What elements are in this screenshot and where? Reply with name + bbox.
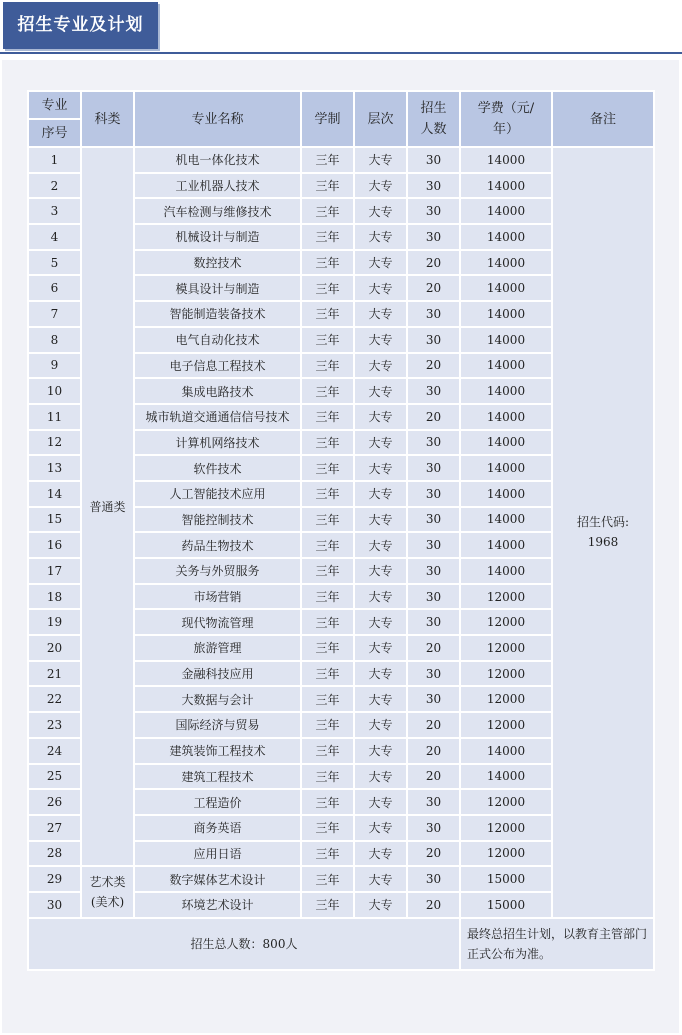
duration: 三年 xyxy=(301,250,354,276)
duration: 三年 xyxy=(301,609,354,635)
duration: 三年 xyxy=(301,430,354,456)
level: 大专 xyxy=(354,507,407,533)
row-index: 24 xyxy=(28,738,81,764)
row-index: 11 xyxy=(28,404,81,430)
major-name: 建筑装饰工程技术 xyxy=(134,738,301,764)
major-name: 现代物流管理 xyxy=(134,609,301,635)
level: 大专 xyxy=(354,224,407,250)
level: 大专 xyxy=(354,712,407,738)
duration: 三年 xyxy=(301,686,354,712)
tuition-fee: 12000 xyxy=(460,686,552,712)
duration: 三年 xyxy=(301,481,354,507)
header-quota: 招生人数 xyxy=(407,91,460,147)
header-level: 层次 xyxy=(354,91,407,147)
quota: 30 xyxy=(407,430,460,456)
level: 大专 xyxy=(354,327,407,353)
quota: 30 xyxy=(407,532,460,558)
quota: 20 xyxy=(407,712,460,738)
quota: 30 xyxy=(407,866,460,892)
table-footer-row xyxy=(28,918,654,970)
duration: 三年 xyxy=(301,198,354,224)
duration: 三年 xyxy=(301,507,354,533)
row-index: 28 xyxy=(28,841,81,867)
tuition-fee: 12000 xyxy=(460,789,552,815)
major-name: 市场营销 xyxy=(134,584,301,610)
tuition-fee: 14000 xyxy=(460,764,552,790)
tuition-fee: 15000 xyxy=(460,892,552,918)
level: 大专 xyxy=(354,198,407,224)
quota: 30 xyxy=(407,198,460,224)
major-name: 商务英语 xyxy=(134,815,301,841)
duration: 三年 xyxy=(301,764,354,790)
row-index: 29 xyxy=(28,866,81,892)
level: 大专 xyxy=(354,250,407,276)
content-panel xyxy=(2,60,679,1033)
row-index: 20 xyxy=(28,635,81,661)
total-enrollment: 招生总人数：800人 xyxy=(28,918,460,970)
tuition-fee: 14000 xyxy=(460,275,552,301)
row-index: 6 xyxy=(28,275,81,301)
row-index: 10 xyxy=(28,378,81,404)
row-index: 3 xyxy=(28,198,81,224)
major-name: 金融科技应用 xyxy=(134,661,301,687)
level: 大专 xyxy=(354,301,407,327)
major-name: 工程造价 xyxy=(134,789,301,815)
tuition-fee: 14000 xyxy=(460,147,552,173)
major-name: 旅游管理 xyxy=(134,635,301,661)
level: 大专 xyxy=(354,661,407,687)
level: 大专 xyxy=(354,481,407,507)
level: 大专 xyxy=(354,404,407,430)
row-index: 1 xyxy=(28,147,81,173)
tuition-fee: 14000 xyxy=(460,198,552,224)
duration: 三年 xyxy=(301,892,354,918)
major-name: 智能控制技术 xyxy=(134,507,301,533)
tuition-fee: 14000 xyxy=(460,224,552,250)
duration: 三年 xyxy=(301,789,354,815)
tuition-fee: 14000 xyxy=(460,532,552,558)
major-name: 电气自动化技术 xyxy=(134,327,301,353)
quota: 20 xyxy=(407,738,460,764)
tuition-fee: 12000 xyxy=(460,841,552,867)
header-note: 备注 xyxy=(552,91,654,147)
level: 大专 xyxy=(354,353,407,379)
row-index: 12 xyxy=(28,430,81,456)
row-index: 17 xyxy=(28,558,81,584)
quota: 30 xyxy=(407,455,460,481)
tuition-fee: 14000 xyxy=(460,353,552,379)
tuition-fee: 12000 xyxy=(460,609,552,635)
tuition-fee: 14000 xyxy=(460,378,552,404)
quota: 20 xyxy=(407,353,460,379)
enrollment-code-note: 招生代码: 1968 xyxy=(552,147,654,918)
table-header-row xyxy=(28,91,654,147)
quota: 30 xyxy=(407,584,460,610)
quota: 20 xyxy=(407,764,460,790)
tuition-fee: 14000 xyxy=(460,507,552,533)
major-name: 数字媒体艺术设计 xyxy=(134,866,301,892)
table-row xyxy=(28,147,654,173)
quota: 30 xyxy=(407,481,460,507)
quota: 20 xyxy=(407,635,460,661)
tuition-fee: 14000 xyxy=(460,455,552,481)
level: 大专 xyxy=(354,789,407,815)
duration: 三年 xyxy=(301,532,354,558)
major-name: 机械设计与制造 xyxy=(134,224,301,250)
quota: 30 xyxy=(407,224,460,250)
duration: 三年 xyxy=(301,327,354,353)
major-name: 汽车检测与维修技术 xyxy=(134,198,301,224)
row-index: 16 xyxy=(28,532,81,558)
row-index: 27 xyxy=(28,815,81,841)
duration: 三年 xyxy=(301,455,354,481)
quota: 20 xyxy=(407,404,460,430)
tuition-fee: 14000 xyxy=(460,404,552,430)
tuition-fee: 12000 xyxy=(460,712,552,738)
tuition-fee: 15000 xyxy=(460,866,552,892)
tuition-fee: 14000 xyxy=(460,738,552,764)
duration: 三年 xyxy=(301,661,354,687)
quota: 30 xyxy=(407,661,460,687)
quota: 30 xyxy=(407,815,460,841)
major-name: 人工智能技术应用 xyxy=(134,481,301,507)
tuition-fee: 12000 xyxy=(460,635,552,661)
level: 大专 xyxy=(354,173,407,199)
header-name: 专业名称 xyxy=(134,91,301,147)
level: 大专 xyxy=(354,635,407,661)
row-index: 18 xyxy=(28,584,81,610)
duration: 三年 xyxy=(301,866,354,892)
level: 大专 xyxy=(354,584,407,610)
major-name: 城市轨道交通通信信号技术 xyxy=(134,404,301,430)
major-name: 国际经济与贸易 xyxy=(134,712,301,738)
row-index: 9 xyxy=(28,353,81,379)
major-name: 计算机网络技术 xyxy=(134,430,301,456)
major-name: 集成电路技术 xyxy=(134,378,301,404)
row-index: 22 xyxy=(28,686,81,712)
duration: 三年 xyxy=(301,635,354,661)
section-title: 招生专业及计划 xyxy=(3,2,158,49)
tuition-fee: 14000 xyxy=(460,481,552,507)
major-name: 模具设计与制造 xyxy=(134,275,301,301)
major-name: 大数据与会计 xyxy=(134,686,301,712)
major-name: 软件技术 xyxy=(134,455,301,481)
tuition-fee: 14000 xyxy=(460,430,552,456)
category-art: 艺术类(美术) xyxy=(81,866,134,917)
row-index: 4 xyxy=(28,224,81,250)
row-index: 30 xyxy=(28,892,81,918)
row-index: 19 xyxy=(28,609,81,635)
row-index: 7 xyxy=(28,301,81,327)
quota: 20 xyxy=(407,841,460,867)
level: 大专 xyxy=(354,455,407,481)
row-index: 26 xyxy=(28,789,81,815)
tuition-fee: 12000 xyxy=(460,815,552,841)
category-general: 普通类 xyxy=(81,147,134,866)
level: 大专 xyxy=(354,686,407,712)
duration: 三年 xyxy=(301,147,354,173)
row-index: 25 xyxy=(28,764,81,790)
level: 大专 xyxy=(354,147,407,173)
quota: 30 xyxy=(407,789,460,815)
quota: 30 xyxy=(407,507,460,533)
level: 大专 xyxy=(354,841,407,867)
duration: 三年 xyxy=(301,275,354,301)
quota: 30 xyxy=(407,301,460,327)
tuition-fee: 12000 xyxy=(460,661,552,687)
quota: 30 xyxy=(407,609,460,635)
level: 大专 xyxy=(354,866,407,892)
enrollment-table xyxy=(27,90,655,971)
tuition-fee: 12000 xyxy=(460,584,552,610)
quota: 20 xyxy=(407,250,460,276)
quota: 30 xyxy=(407,147,460,173)
section-header xyxy=(0,0,682,56)
duration: 三年 xyxy=(301,301,354,327)
row-index: 14 xyxy=(28,481,81,507)
level: 大专 xyxy=(354,609,407,635)
row-index: 13 xyxy=(28,455,81,481)
level: 大专 xyxy=(354,430,407,456)
duration: 三年 xyxy=(301,173,354,199)
row-index: 23 xyxy=(28,712,81,738)
footer-note: 最终总招生计划，以教育主管部门正式公布为准。 xyxy=(460,918,654,970)
major-name: 环境艺术设计 xyxy=(134,892,301,918)
level: 大专 xyxy=(354,815,407,841)
row-index: 15 xyxy=(28,507,81,533)
tuition-fee: 14000 xyxy=(460,558,552,584)
major-name: 关务与外贸服务 xyxy=(134,558,301,584)
quota: 30 xyxy=(407,327,460,353)
duration: 三年 xyxy=(301,404,354,430)
major-name: 电子信息工程技术 xyxy=(134,353,301,379)
tuition-fee: 14000 xyxy=(460,301,552,327)
header-fee: 学费（元/年） xyxy=(460,91,552,147)
level: 大专 xyxy=(354,764,407,790)
tuition-fee: 14000 xyxy=(460,173,552,199)
row-index: 21 xyxy=(28,661,81,687)
quota: 20 xyxy=(407,892,460,918)
quota: 30 xyxy=(407,173,460,199)
duration: 三年 xyxy=(301,224,354,250)
header-index: 专业 序号 xyxy=(28,91,81,147)
quota: 30 xyxy=(407,378,460,404)
duration: 三年 xyxy=(301,378,354,404)
quota: 20 xyxy=(407,275,460,301)
duration: 三年 xyxy=(301,584,354,610)
level: 大专 xyxy=(354,275,407,301)
level: 大专 xyxy=(354,892,407,918)
duration: 三年 xyxy=(301,712,354,738)
major-name: 建筑工程技术 xyxy=(134,764,301,790)
duration: 三年 xyxy=(301,815,354,841)
row-index: 5 xyxy=(28,250,81,276)
level: 大专 xyxy=(354,532,407,558)
row-index: 8 xyxy=(28,327,81,353)
level: 大专 xyxy=(354,738,407,764)
level: 大专 xyxy=(354,558,407,584)
row-index: 2 xyxy=(28,173,81,199)
quota: 30 xyxy=(407,558,460,584)
header-duration: 学制 xyxy=(301,91,354,147)
major-name: 数控技术 xyxy=(134,250,301,276)
title-divider xyxy=(0,52,682,54)
duration: 三年 xyxy=(301,353,354,379)
level: 大专 xyxy=(354,378,407,404)
major-name: 药品生物技术 xyxy=(134,532,301,558)
duration: 三年 xyxy=(301,841,354,867)
major-name: 应用日语 xyxy=(134,841,301,867)
quota: 30 xyxy=(407,686,460,712)
duration: 三年 xyxy=(301,558,354,584)
major-name: 机电一体化技术 xyxy=(134,147,301,173)
tuition-fee: 14000 xyxy=(460,327,552,353)
major-name: 智能制造装备技术 xyxy=(134,301,301,327)
header-category: 科类 xyxy=(81,91,134,147)
tuition-fee: 14000 xyxy=(460,250,552,276)
duration: 三年 xyxy=(301,738,354,764)
major-name: 工业机器人技术 xyxy=(134,173,301,199)
